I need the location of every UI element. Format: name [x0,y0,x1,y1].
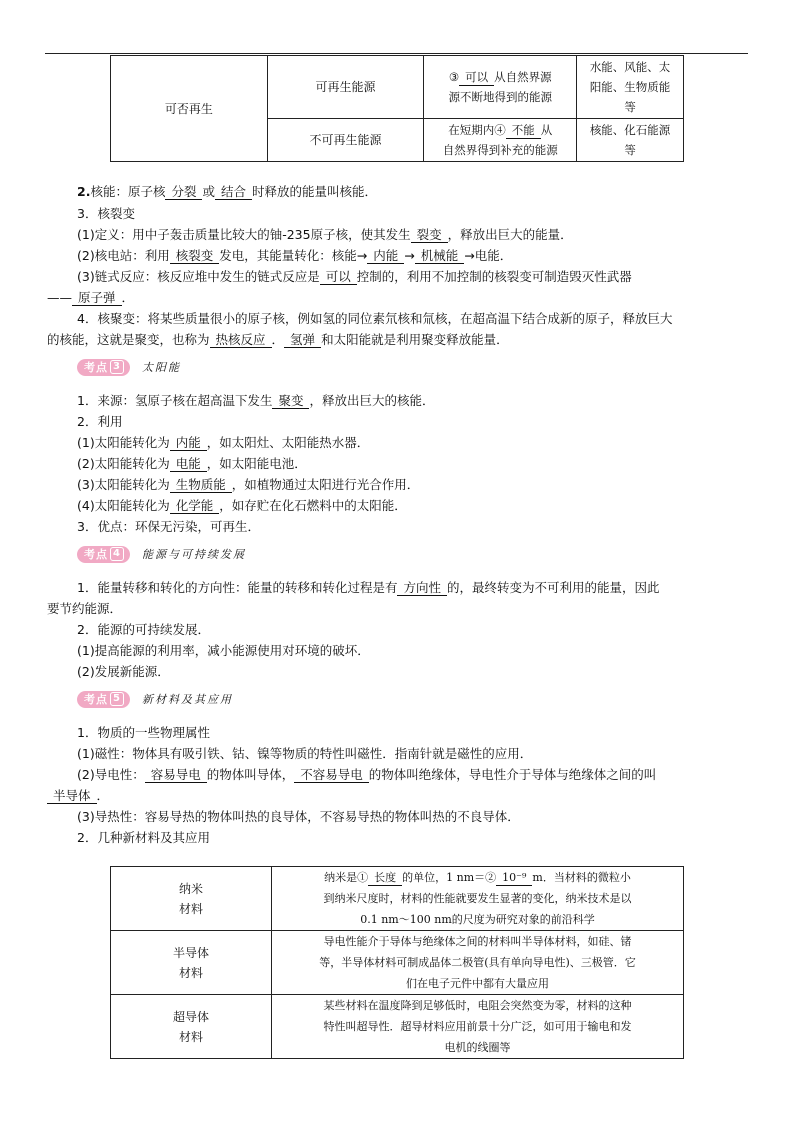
material-description: 纳米是① 长度 的单位，1 nm＝② 10⁻⁹ m．当材料的微粒小 到纳米尺度时，材料的性能就要发生显著的变化，纳米技术是以 0.1 nm～100 nm的尺度为研究对象的前沿科学 [272,867,684,931]
properties-heading: 1．物质的一些物理属性 [77,725,210,740]
thermal-line: (3)导热性：容易导热的物体叫热的良导体，不容易导热的物体叫热的不良导体． [77,809,520,824]
conductivity-line: (2)导电性： 容易导电 的物体叫导体， 不容易导电 的物体叫绝缘体，导电性介于导体与绝缘体之间的叫 [77,767,657,782]
section-title: 能源与可持续发展 [142,548,246,561]
new-materials-table [110,866,684,1059]
answer-blank: 可以 [459,70,494,86]
section-badge-4 [77,545,246,563]
nonrenewable-definition: 在短期内④ 不能 从 自然界得到补充的能源 [424,119,577,162]
fusion-line-cont: 的核能，这就是聚变，也称为 热核反应 ． 氢弹 和太阳能就是利用聚变释放能量． [47,332,509,347]
solar-use-2: (2)太阳能转化为 电能 ，如太阳能电池． [77,456,307,471]
solar-use-4: (4)太阳能转化为 化学能 ，如存贮在化石燃料中的太阳能． [77,498,407,513]
nuclear-energy-line: 2.核能：原子核 分裂 或 结合 时释放的能量叫核能． [77,184,378,199]
fission-definition: (1)定义：用中子轰击质量比较大的铀-235原子核，使其发生 裂变 ，释放出巨大的能量． [77,227,573,242]
sustain-item-1: (1)提高能源的利用率，减小能源使用对环境的破坏． [77,643,370,658]
renewable-type: 可再生能源 [267,56,424,119]
sustain-item-2: (2)发展新能源． [77,664,170,679]
solar-advantage: 3．优点：环保无污染，可再生． [77,519,260,534]
energy-renewability-table [110,55,684,162]
material-description: 导电性能介于导体与绝缘体之间的材料叫半导体材料，如硅、锗 等，半导体材料可制成晶体二极管(具有单向导电性)、三极管．它 们在电子元件中都有大量应用 [272,931,684,995]
nonrenewable-examples: 核能、化石能源 等 [577,119,684,162]
renewable-definition: ③ 可以 从自然界源 源不断地得到的能源 [424,56,577,119]
kaodian-badge: 考点 5 [77,691,130,708]
material-name: 纳米 材料 [111,867,272,931]
renewable-examples: 水能、风能、太 阳能、生物质能 等 [577,56,684,119]
solar-use-1: (1)太阳能转化为 内能 ，如太阳灶、太阳能热水器． [77,435,370,450]
nuclear-plant-line: (2)核电站：利用 核裂变 发电，其能量转化：核能→ 内能 → 机械能 →电能． [77,248,513,263]
nonrenewable-type: 不可再生能源 [267,119,424,162]
material-description: 某些材料在温度降到足够低时，电阻会突然变为零，材料的这种 特性叫超导性．超导材料应用前景十分广泛，如可用于输电和发 电机的线圈等 [272,995,684,1059]
fusion-line: 4．核聚变：将某些质量很小的原子核，例如氢的同位素氘核和氚核，在超高温下结合成新的原子，释放巨大 [77,311,673,326]
kaodian-badge: 考点 4 [77,546,130,563]
answer-blank: 不能 [506,123,541,139]
section-badge-3 [77,358,181,376]
material-name: 半导体 材料 [111,931,272,995]
top-rule [45,53,748,54]
magnetism-line: (1)磁性：物体具有吸引铁、钴、镍等物质的特性叫磁性．指南针就是磁性的应用． [77,746,533,761]
direction-line: 1．能量转移和转化的方向性：能量的转移和转化过程是有 方向性 的，最终转变为不可利用的能量，因此 [77,580,660,595]
solar-use-heading: 2．利用 [77,414,123,429]
kaodian-badge: 考点 3 [77,359,130,376]
section-badge-5 [77,690,233,708]
section-title: 新材料及其应用 [142,693,233,706]
chain-reaction-line: (3)链式反应：核反应堆中发生的链式反应是 可以 控制的，利用不加控制的核裂变可制造毁灭性武器 [77,269,632,284]
material-name: 超导体 材料 [111,995,272,1059]
direction-line-cont: 要节约能源． [47,601,123,616]
fission-heading: 3．核裂变 [77,206,135,221]
solar-source: 1．来源：氢原子核在超高温下发生 聚变 ，释放出巨大的核能． [77,393,435,408]
sustain-heading: 2．能源的可持续发展． [77,622,210,637]
solar-use-3: (3)太阳能转化为 生物质能 ，如植物通过太阳进行光合作用． [77,477,420,492]
conductivity-line-cont: 半导体 ． [47,787,747,805]
new-materials-heading: 2．几种新材料及其应用 [77,830,210,845]
section-title: 太阳能 [142,361,181,374]
chain-reaction-line-cont: —— 原子弹 ． [47,290,135,305]
row-header: 可否再生 [111,56,268,162]
